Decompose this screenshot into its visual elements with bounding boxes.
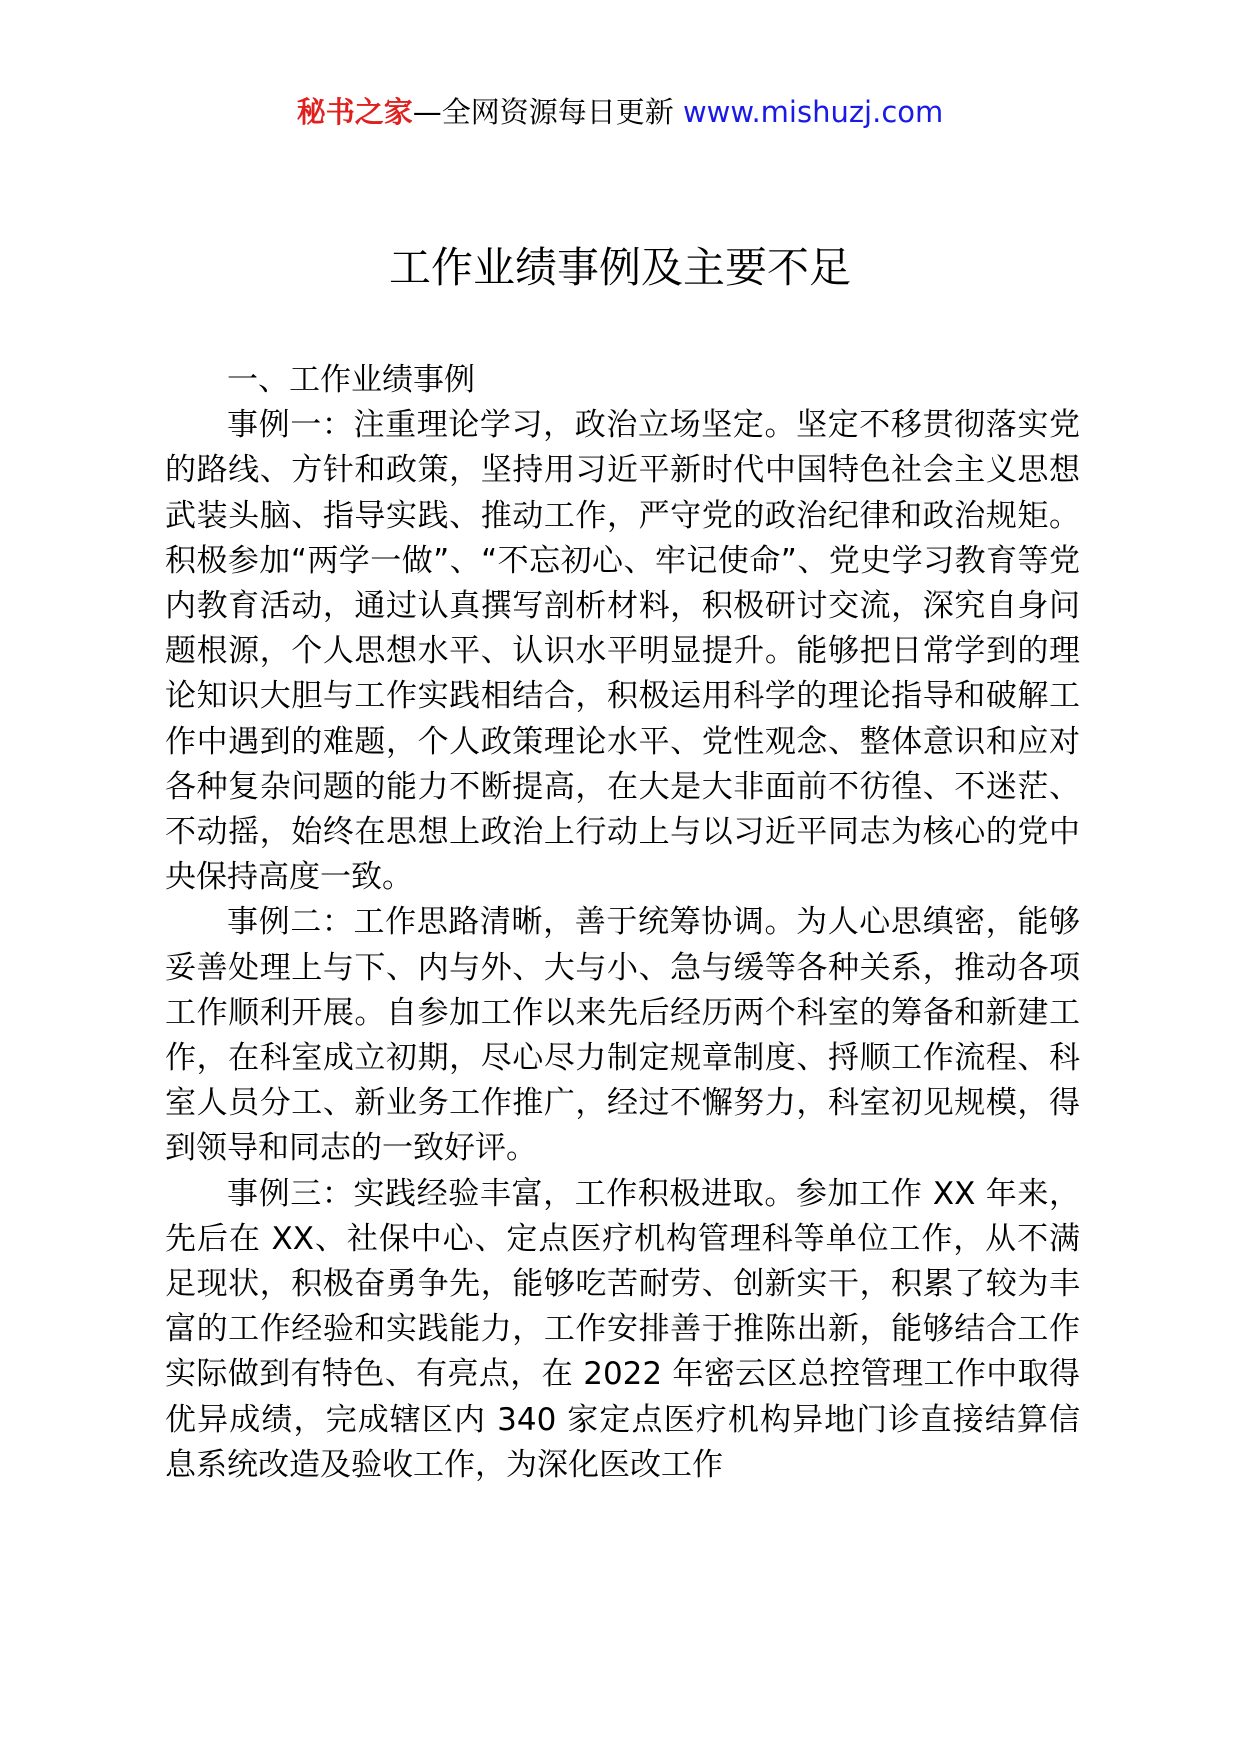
site-tagline: —全网资源每日更新 bbox=[412, 95, 674, 129]
paragraph-example-3: 事例三：实践经验丰富，工作积极进取。参加工作 XX 年来，先后在 XX、社保中心、定点医疗机构管理科等单位工作，从不满足现状，积极奋勇争先，能够吃苦耐劳、创新实干，积累了较为丰富的工作经验和实践能力，工作安排善于推陈出新，能够结合工作实际做到有特色、有亮点，在 2022 年密云区总控管理工作中取得优异成绩，完成辖区内 340 家定点医疗机构异地门诊直接结算信息系统改造及验收工作，为深化医改工作 bbox=[165, 1175, 1080, 1483]
section-heading: 一、工作业绩事例 bbox=[227, 362, 475, 398]
paragraph-example-2: 事例二：工作思路清晰，善于统筹协调。为人心思缜密，能够妥善处理上与下、内与外、大与小、急与缓等各种关系，推动各项工作顺利开展。自参加工作以来先后经历两个科室的筹备和新建工作，在科室成立初期，尽心尽力制定规章制度、捋顺工作流程、科室人员分工、新业务工作推广，经过不懈努力，科室初见规模，得到领导和同志的一致好评。 bbox=[165, 904, 1080, 1167]
document-title: 工作业绩事例及主要不足 bbox=[388, 243, 851, 292]
site-header bbox=[0, 92, 1240, 132]
site-brand: 秘书之家 bbox=[296, 95, 413, 129]
document-body bbox=[165, 358, 1080, 1488]
site-url-link[interactable]: www.mishuzj.com bbox=[682, 95, 944, 129]
paragraph-example-1: 事例一：注重理论学习，政治立场坚定。坚定不移贯彻落实党的路线、方针和政策，坚持用习近平新时代中国特色社会主义思想武装头脑、指导实践、推动工作，严守党的政治纪律和政治规矩。积极参加“两学一做”、“不忘初心、牢记使命”、党史学习教育等党内教育活动，通过认真撰写剖析材料，积极研讨交流，深究自身问题根源，个人思想水平、认识水平明显提升。能够把日常学到的理论知识大胆与工作实践相结合，积极运用科学的理论指导和破解工作中遇到的难题，个人政策理论水平、党性观念、整体意识和应对各种复杂问题的能力不断提高，在大是大非面前不彷徨、不迷茫、不动摇，始终在思想上政治上行动上与以习近平同志为核心的党中央保持高度一致。 bbox=[165, 407, 1080, 896]
